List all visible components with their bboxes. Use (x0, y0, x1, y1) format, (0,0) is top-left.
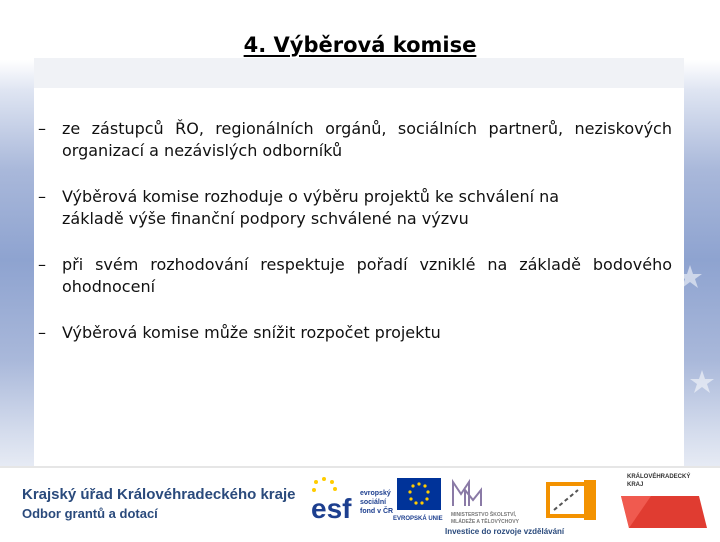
eu-label: EVROPSKÁ UNIE (393, 516, 443, 522)
bullet-dash: – (38, 119, 46, 138)
region-mark-icon (611, 492, 711, 532)
bullet-list (38, 118, 672, 368)
bullet-dash: – (38, 255, 46, 274)
office-department: Odbor grantů a dotací (22, 506, 158, 521)
bullet-text: ze zástupců ŘO, regionálních orgánů, sociálních partnerů, neziskových organizací a nezávislých odborníků (62, 119, 672, 160)
bullet-dash: – (38, 187, 46, 206)
bullet-item (38, 186, 672, 230)
eu-logo (393, 476, 445, 526)
education-mark-icon (542, 476, 600, 524)
bullet-text: při svém rozhodování respektuje pořadí vzniklé na základě bodového ohodnocení (62, 255, 672, 296)
msmt-logo (447, 476, 537, 526)
esf-logo (310, 476, 392, 526)
bullet-item (38, 322, 672, 344)
bullet-text: Výběrová komise rozhoduje o výběru projektů ke schválení na základě výše finanční podpory schválené na výzvu (62, 187, 560, 228)
education-logo (542, 476, 600, 526)
esf-mark-text: esf (311, 493, 352, 522)
region-text-1: KRÁLOVÉHRADECKÝ (627, 474, 691, 480)
region-logo (605, 474, 715, 532)
esf-mark-icon (310, 476, 358, 522)
msmt-mark-icon (447, 476, 487, 510)
msmt-text-1: MINISTERSTVO ŠKOLSTVÍ, (451, 512, 517, 518)
slide-title: 4. Výběrová komise (243, 33, 477, 57)
bullet-item (38, 254, 672, 298)
footer-bar (0, 466, 720, 542)
office-name: Krajský úřad Královéhradeckého kraje (22, 486, 296, 503)
bullet-item (38, 118, 672, 162)
region-text-2: KRAJ (627, 482, 644, 488)
footer-slogan: Investice do rozvoje vzdělávání (445, 527, 565, 536)
esf-text-2: sociální (360, 499, 387, 506)
msmt-text-2: MLÁDEŽE A TĚLOVÝCHOVY (451, 519, 519, 525)
bullet-dash: – (38, 323, 46, 342)
esf-text-3: fond v ČR (360, 508, 394, 515)
esf-text-1: evropský (360, 490, 391, 497)
eu-flag-icon (393, 476, 445, 514)
bullet-text: Výběrová komise může snížit rozpočet projektu (62, 323, 441, 342)
panel-top-band (34, 58, 684, 88)
